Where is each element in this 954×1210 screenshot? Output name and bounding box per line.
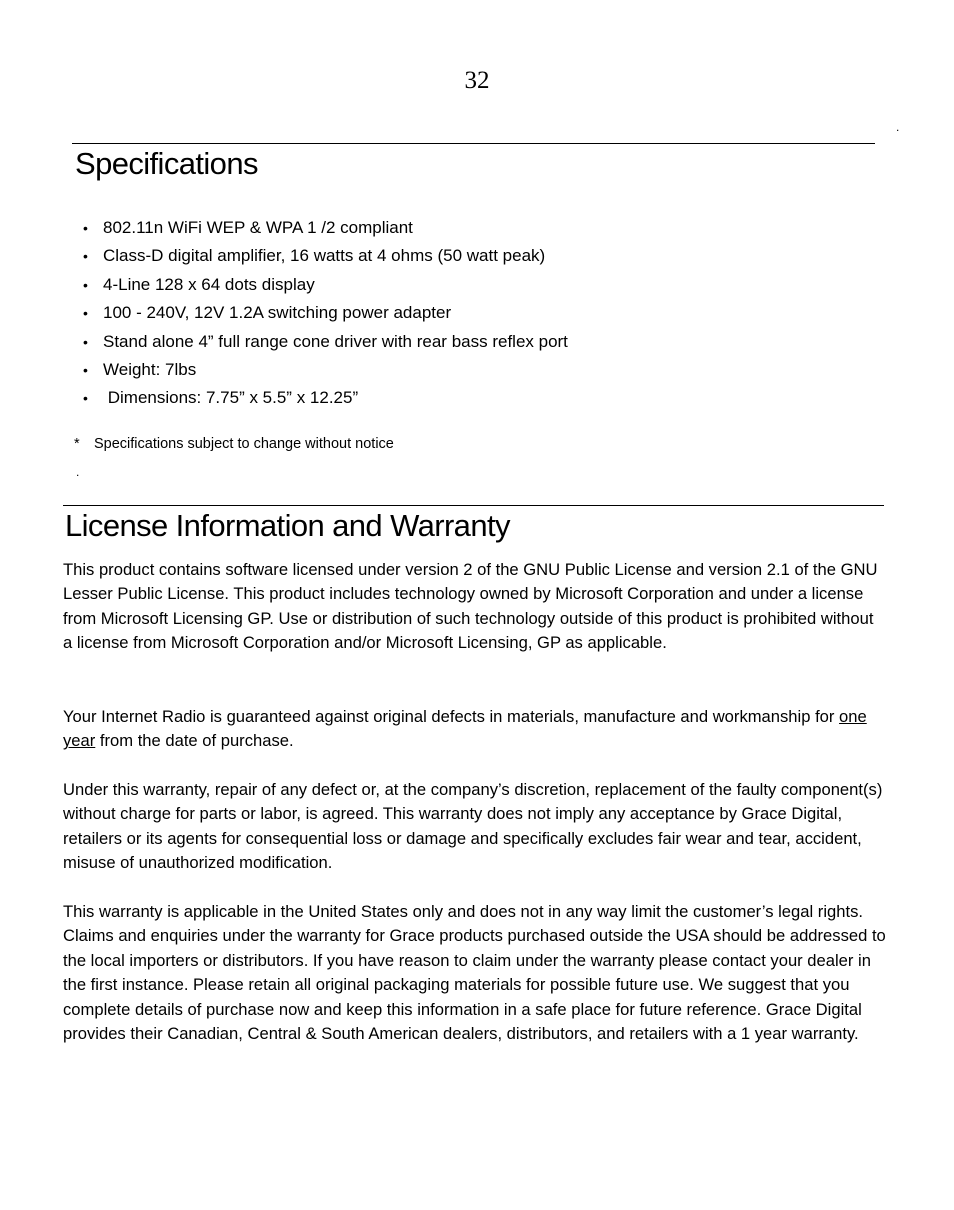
footnote-text: Specifications subject to change without notice (94, 436, 394, 452)
list-item (78, 242, 568, 270)
list-item (78, 299, 568, 327)
spec-text: Class-D digital amplifier, 16 watts at 4 ohms (50 watt peak) (103, 246, 546, 266)
spec-text: Weight: 7lbs (103, 359, 197, 379)
warranty-paragraph-terms: This warranty is applicable in the United States only and does not in any way limit the customer’s legal rights. Claims and enquiries under the warranty for Grace products purchased outside the USA should be addressed to the local importers or distributors. If you have reason to claim under the warranty please contact your dealer in the first instance. Please retain all original packaging materials for possible future use. We suggest that you complete details of purchase now and keep this information in a safe place for future reference. Grace Digital provides their Canadian, Central & South American dealers, distributors, and retailers with a 1 year warranty. (63, 902, 886, 1044)
license-divider (63, 505, 884, 506)
specifications-list (78, 214, 568, 413)
list-item (78, 328, 568, 356)
spec-text: 4-Line 128 x 64 dots display (103, 274, 315, 294)
asterisk-icon: * (74, 436, 80, 452)
specifications-footnote (74, 434, 394, 454)
list-item (78, 271, 568, 299)
spec-text: Stand alone 4” full range cone driver with rear bass reflex port (103, 331, 568, 351)
list-item (78, 356, 568, 384)
license-heading: License Information and Warranty (65, 508, 510, 543)
bullet-icon: • (83, 220, 88, 236)
specifications-heading: Specifications (75, 146, 258, 181)
stray-dot-left: . (76, 465, 80, 479)
bullet-icon: • (83, 276, 88, 293)
bullet-icon: • (83, 305, 88, 322)
bullet-icon: • (83, 361, 88, 378)
stray-dot-top-right: . (896, 120, 900, 134)
bullet-icon: • (83, 248, 88, 265)
bullet-icon: • (83, 333, 88, 350)
warranty-paragraph-guarantee (63, 705, 887, 754)
spec-text: 802.11n WiFi WEP & WPA 1 /2 compliant (103, 218, 413, 237)
spec-text: Dimensions: 7.75” x 5.5” x 12.25” (103, 388, 359, 408)
warranty-text-after: from the date of purchase. (95, 731, 294, 751)
list-item (78, 214, 568, 242)
list-item (78, 384, 568, 412)
warranty-period: one year (63, 707, 867, 751)
specifications-divider (72, 143, 875, 144)
license-paragraph-gnu: This product contains software licensed under version 2 of the GNU Public License and version 2.1 of the GNU Lesser Public License. This product includes technology owned by Microsoft Corporation and under a license from Microsoft Licensing GP. Use or distribution of such technology outside of this product is prohibited without a license from Microsoft Corporation and/or Microsoft Licensing, GP as applicable. (63, 560, 878, 653)
bullet-icon: • (83, 390, 88, 407)
warranty-text-before: Your Internet Radio is guaranteed against original defects in materials, manufacture and workmanship for (63, 707, 840, 726)
spec-text: 100 - 240V, 12V 1.2A switching power adapter (103, 303, 452, 323)
page-number: 32 (464, 67, 490, 94)
warranty-paragraph-coverage: Under this warranty, repair of any defect or, at the company’s discretion, replacement of the faulty component(s) without charge for parts or labor, is agreed. This warranty does not imply any acceptance by Grace Digital, retailers or its agents for consequential loss or damage and specifically excludes fair wear and tear, accident, misuse of unauthorized modification. (63, 780, 883, 873)
